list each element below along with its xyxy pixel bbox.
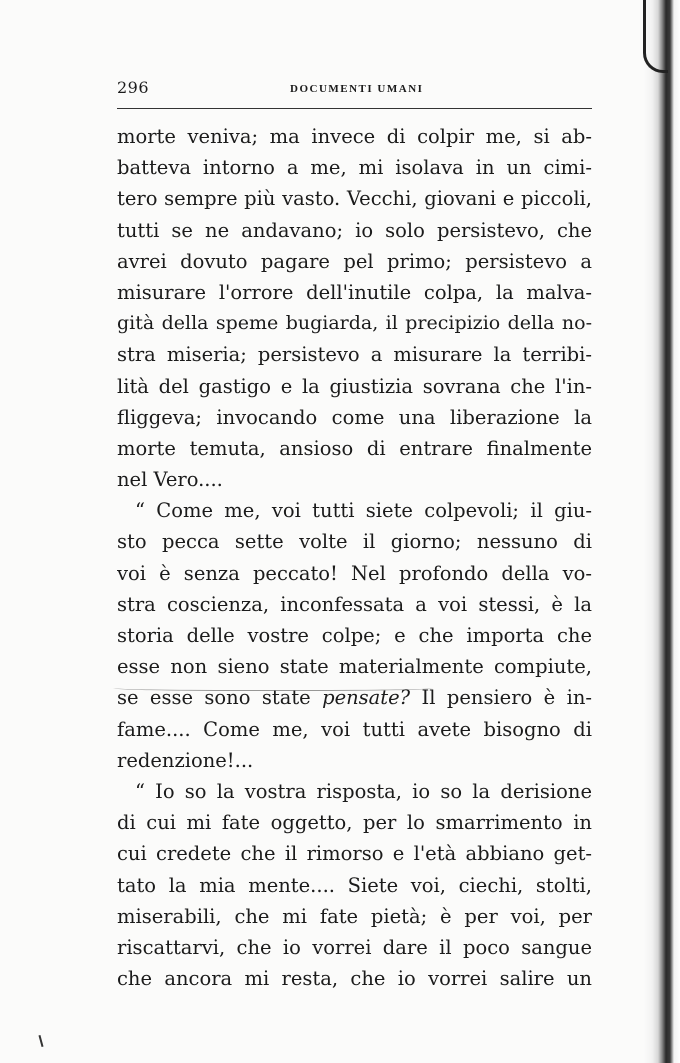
- body-text: [117, 121, 592, 994]
- paragraph-start-line: “ Io so la vostra risposta, io so la derisione: [135, 779, 592, 803]
- text-line: avrei dovuto pagare pel primo; persistevo a: [117, 249, 592, 273]
- page-number: 296: [117, 78, 150, 97]
- text-segment: se esse sono state: [117, 686, 323, 710]
- text-line: lità del gastigo e la giustizia sovrana che l'in-: [117, 374, 592, 398]
- text-line: riscattarvi, che io vorrei dare il poco sangue: [117, 935, 592, 959]
- text-line: morte temuta, ansioso di entrare finalmente: [117, 436, 592, 460]
- text-line: esse non sieno state materialmente compiute,: [117, 655, 592, 679]
- text-line: stra coscienza, inconfessata a voi stessi, è la: [117, 592, 592, 616]
- text-line: fliggeva; invocando come una liberazione la: [117, 405, 592, 429]
- text-line: stra miseria; persistevo a misurare la terribi-: [117, 343, 592, 367]
- text-line: voi è senza peccato! Nel profondo della vo-: [117, 561, 592, 585]
- text-line: fame.... Come me, voi tutti avete bisogno di: [117, 717, 592, 741]
- italic-word: pensate?: [322, 686, 411, 710]
- text-line: gità della speme bugiarda, il precipizio della no-: [117, 312, 592, 335]
- page-header: [117, 78, 592, 98]
- pencil-mark: [113, 684, 433, 691]
- text-line: sto pecca sette volte il giorno; nessuno di: [117, 530, 592, 554]
- text-segment: Il pensiero è in-: [410, 686, 592, 710]
- paragraph-start-line: “ Come me, voi tutti siete colpevoli; il giu-: [135, 499, 592, 523]
- text-line: che ancora mi resta, che io vorrei salire un: [117, 967, 592, 991]
- text-line: storia delle vostre colpe; e che importa che: [117, 624, 592, 647]
- running-head: DOCUMENTI UMANI: [290, 83, 424, 95]
- text-line: miserabili, che mi fate pietà; è per voi, per: [117, 904, 592, 928]
- page-curl: [643, 0, 668, 73]
- header-rule: [117, 108, 592, 109]
- text-line: batteva intorno a me, mi isolava in un cimi-: [117, 156, 592, 180]
- paragraph-end-line: redenzione!...: [117, 748, 254, 772]
- ink-smudge: [38, 1035, 43, 1047]
- text-line: tato la mia mente.... Siete voi, ciechi, stolti,: [117, 873, 592, 897]
- text-line: di cui mi fate oggetto, per lo smarrimento in: [117, 811, 592, 835]
- text-line: misurare l'orrore dell'inutile colpa, la malva-: [117, 280, 592, 304]
- text-line: tutti se ne andavano; io solo persistevo, che: [117, 218, 592, 242]
- text-line: cui credete che il rimorso e l'età abbiano get-: [117, 842, 592, 866]
- paragraph-end-line: nel Vero....: [117, 468, 223, 492]
- text-line: tero sempre più vasto. Vecchi, giovani e piccoli,: [117, 187, 592, 211]
- book-spine-edge: [644, 0, 680, 1063]
- text-line: morte veniva; ma invece di colpir me, si ab-: [117, 125, 592, 148]
